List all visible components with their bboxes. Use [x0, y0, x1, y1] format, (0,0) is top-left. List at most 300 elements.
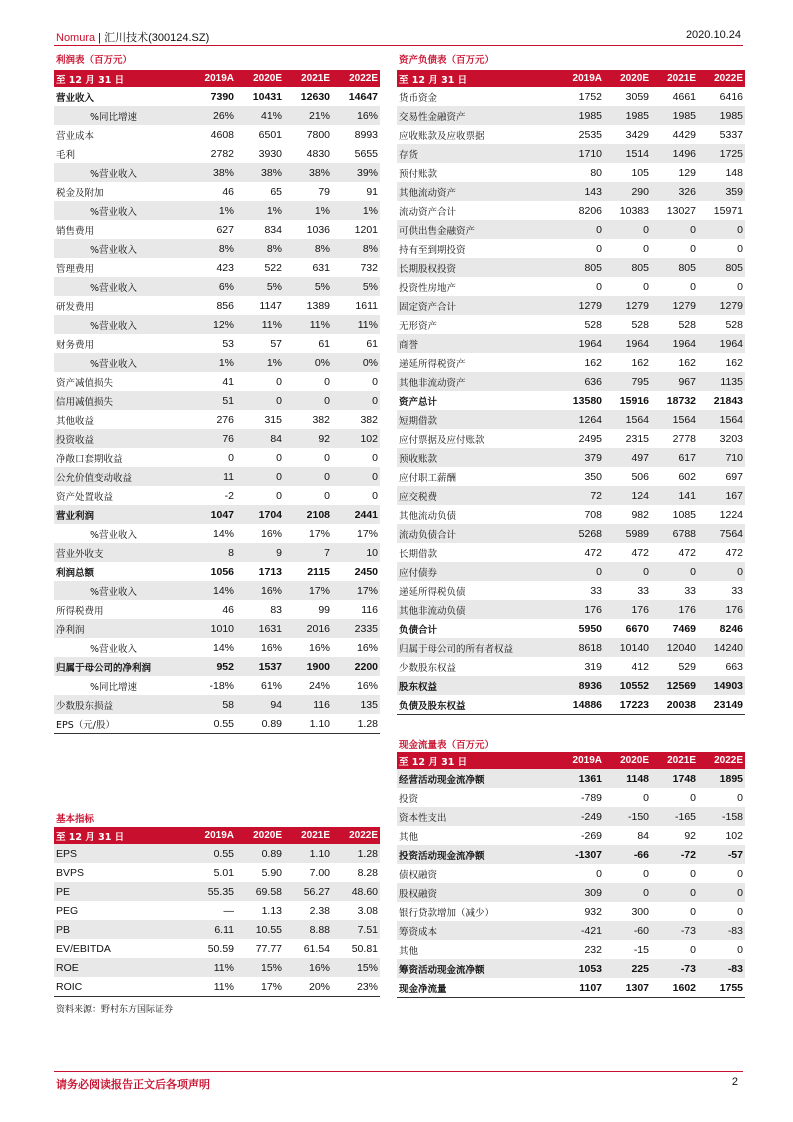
- value-cell: 20%: [284, 977, 332, 997]
- row-label: 流动负债合计: [397, 524, 557, 543]
- value-cell: 0: [236, 391, 284, 410]
- value-cell: 38%: [284, 163, 332, 182]
- value-cell: 13027: [666, 204, 696, 217]
- value-cell: 1%: [332, 201, 380, 220]
- value-cell: 0: [690, 242, 696, 255]
- row-label: 公允价值变动收益: [54, 467, 188, 486]
- value-cell: 4830: [306, 147, 330, 160]
- value-cell: 176: [698, 600, 745, 619]
- table-row: [54, 619, 380, 638]
- value-cell: 1201: [354, 223, 378, 236]
- value-cell: 290: [604, 182, 651, 201]
- value-cell: 617: [651, 448, 698, 467]
- table-row: [54, 467, 380, 486]
- row-label: ROIC: [54, 977, 188, 997]
- value-cell: 26%: [188, 106, 236, 125]
- value-cell: 1985: [604, 106, 651, 125]
- value-cell: 50.81: [351, 942, 378, 955]
- value-cell: 41: [222, 375, 234, 388]
- value-cell: 65: [270, 185, 282, 198]
- row-label: 交易性金融资产: [397, 106, 557, 125]
- value-cell: 0: [690, 867, 696, 880]
- value-cell: 232: [584, 943, 602, 956]
- value-cell: -2: [224, 489, 234, 502]
- value-cell: 1%: [188, 201, 236, 220]
- header-year-cell: 2021E: [651, 752, 698, 769]
- table-row: [54, 863, 380, 882]
- table-row: [397, 562, 745, 581]
- value-cell: 162: [631, 356, 649, 369]
- value-cell: -60: [604, 921, 651, 940]
- value-cell: 1964: [557, 334, 604, 353]
- value-cell: 0: [596, 242, 602, 255]
- table-row: [54, 657, 380, 676]
- table-row: [397, 883, 745, 902]
- value-cell: 1985: [698, 106, 745, 125]
- value-cell: 1514: [604, 144, 651, 163]
- table-row: [54, 182, 380, 201]
- row-label: %营业收入: [90, 529, 138, 541]
- value-cell: 1361: [557, 769, 604, 788]
- table-row: [397, 619, 745, 638]
- row-label: %营业收入: [54, 581, 188, 600]
- row-label: 递延所得税资产: [399, 358, 466, 370]
- value-cell: 0.55: [188, 844, 236, 863]
- table-row: [54, 958, 380, 977]
- value-cell: 0: [324, 489, 330, 502]
- value-cell: 1%: [284, 201, 332, 220]
- value-cell: -15: [633, 943, 649, 956]
- value-cell: 0: [557, 220, 604, 239]
- value-cell: 8%: [188, 239, 236, 258]
- value-cell: 0: [737, 905, 743, 918]
- value-cell: 12630: [300, 90, 330, 103]
- value-cell: 1985: [651, 106, 698, 125]
- value-cell: 10140: [604, 638, 651, 657]
- value-cell: 33: [637, 584, 649, 597]
- header-year-cell: 2022E: [698, 70, 745, 87]
- row-label: 应交税费: [397, 486, 557, 505]
- value-cell: 0: [698, 562, 745, 581]
- header-year-cell: 2022E: [332, 827, 380, 844]
- row-label: 投资性房地产: [399, 282, 457, 294]
- value-cell: 0: [651, 562, 698, 581]
- header-label-cell: 至 12 月 31 日: [54, 827, 188, 844]
- value-cell: 10383: [619, 204, 649, 217]
- table-row: [54, 581, 380, 600]
- value-cell: 1725: [698, 144, 745, 163]
- balance-sheet-title: 资产负债表（百万元）: [399, 55, 495, 66]
- row-label: 毛利: [56, 149, 76, 161]
- row-label: 信用减值损失: [54, 391, 188, 410]
- row-label: 其他: [399, 945, 419, 957]
- header-year-cell: 2020E: [236, 827, 284, 844]
- value-cell: -150: [604, 807, 651, 826]
- value-cell: 17223: [604, 695, 651, 715]
- value-cell: 1564: [651, 410, 698, 429]
- value-cell: 8%: [332, 239, 380, 258]
- header-year-cell: 2020E: [604, 70, 651, 87]
- value-cell: 8206: [578, 204, 602, 217]
- value-cell: 1964: [604, 334, 651, 353]
- row-label: 货币资金: [399, 92, 438, 104]
- value-cell: 2200: [332, 657, 380, 676]
- table-row: [54, 543, 380, 562]
- value-cell: 1307: [604, 978, 651, 998]
- value-cell: 80: [590, 166, 602, 179]
- row-label: 固定资产合计: [397, 296, 557, 315]
- value-cell: 0: [228, 451, 234, 464]
- value-cell: -158: [698, 807, 745, 826]
- value-cell: 72: [557, 486, 604, 505]
- value-cell: 10552: [604, 676, 651, 695]
- value-cell: 627: [216, 223, 234, 236]
- value-cell: 0: [604, 883, 651, 902]
- value-cell: 55.35: [188, 882, 236, 901]
- value-cell: 176: [604, 600, 651, 619]
- header-year-cell: 2022E: [698, 752, 745, 769]
- table-row: [54, 410, 380, 429]
- value-cell: 1135: [698, 372, 745, 391]
- value-cell: 56.27: [284, 882, 332, 901]
- value-cell: 33: [684, 584, 696, 597]
- value-cell: 2441: [332, 505, 380, 524]
- value-cell: 1900: [284, 657, 332, 676]
- table-row: [54, 125, 380, 144]
- table-row: [397, 353, 745, 372]
- value-cell: 4608: [210, 128, 234, 141]
- table-row: [397, 940, 745, 959]
- value-cell: 1713: [258, 565, 282, 578]
- value-cell: 129: [678, 166, 696, 179]
- row-label: 存货: [397, 144, 557, 163]
- table-row: [397, 543, 745, 562]
- value-cell: 6501: [258, 128, 282, 141]
- value-cell: 15916: [619, 394, 649, 407]
- value-cell: 16%: [260, 641, 282, 654]
- value-cell: 50.59: [207, 942, 234, 955]
- row-label: 其他流动资产: [397, 182, 557, 201]
- value-cell: 1611: [355, 299, 378, 312]
- value-cell: -57: [698, 845, 745, 864]
- row-label: 净敞口套期收益: [56, 453, 123, 465]
- table-row: [397, 807, 745, 826]
- table-row: [54, 429, 380, 448]
- table-row: [397, 769, 745, 788]
- row-label: 递延所得税负债: [399, 586, 466, 598]
- value-cell: 636: [557, 372, 604, 391]
- value-cell: 1602: [651, 978, 698, 998]
- header-year-cell: 2019A: [188, 70, 236, 87]
- value-cell: 1537: [236, 657, 284, 676]
- value-cell: 3930: [258, 147, 282, 160]
- value-cell: 1056: [210, 565, 234, 578]
- value-cell: 8246: [719, 622, 743, 635]
- value-cell: 1010: [188, 619, 236, 638]
- value-cell: 0: [557, 562, 604, 581]
- row-label: 可供出售金融资产: [397, 220, 557, 239]
- table-row: [54, 486, 380, 505]
- table-row: [54, 676, 380, 695]
- value-cell: 1.28: [332, 714, 380, 734]
- value-cell: 16%: [356, 641, 378, 654]
- table-row: [54, 239, 380, 258]
- row-label: PB: [54, 920, 188, 939]
- value-cell: 99: [318, 603, 330, 616]
- row-label: PE: [54, 882, 188, 901]
- value-cell: 21%: [284, 106, 332, 125]
- value-cell: 0: [737, 943, 743, 956]
- header-label-cell: 至 12 月 31 日: [54, 70, 188, 87]
- row-label: 归属于母公司的净利润: [54, 657, 188, 676]
- row-label: 流动资产合计: [399, 206, 457, 218]
- value-cell: 58: [188, 695, 236, 714]
- header-year-cell: 2020E: [236, 70, 284, 87]
- value-cell: 3.08: [357, 904, 378, 917]
- value-cell: 472: [725, 546, 743, 559]
- value-cell: 315: [264, 413, 282, 426]
- value-cell: 8: [188, 543, 236, 562]
- value-cell: -421: [557, 921, 604, 940]
- value-cell: 14903: [698, 676, 745, 695]
- value-cell: 143: [557, 182, 604, 201]
- value-cell: 0: [651, 220, 698, 239]
- table-row: [54, 714, 380, 734]
- value-cell: 1.28: [332, 844, 380, 863]
- value-cell: 7800: [306, 128, 330, 141]
- value-cell: 20038: [651, 695, 698, 715]
- table-row: [54, 315, 380, 334]
- row-label: 股东权益: [397, 676, 557, 695]
- value-cell: 8993: [354, 128, 378, 141]
- value-cell: 805: [604, 258, 651, 277]
- table-row: [54, 106, 380, 125]
- value-cell: 710: [698, 448, 745, 467]
- row-label: EPS（元/股）: [54, 714, 188, 734]
- table-row: [397, 429, 745, 448]
- row-label: 债权融资: [399, 869, 438, 881]
- row-label: 投资收益: [54, 429, 188, 448]
- value-cell: 1279: [557, 296, 604, 315]
- table-row: [397, 258, 745, 277]
- value-cell: 11%: [284, 315, 332, 334]
- value-cell: 5%: [236, 277, 284, 296]
- row-label: 少数股东权益: [399, 662, 457, 674]
- value-cell: 2108: [284, 505, 332, 524]
- value-cell: 5655: [354, 147, 378, 160]
- value-cell: 708: [584, 508, 602, 521]
- table-row: [397, 959, 745, 978]
- value-cell: 967: [651, 372, 698, 391]
- row-label: 负债合计: [399, 624, 438, 636]
- value-cell: 2315: [625, 432, 649, 445]
- row-label: 资产总计: [399, 396, 438, 408]
- row-label: 其他非流动负债: [397, 600, 557, 619]
- report-date: 2020.10.24: [685, 29, 741, 41]
- row-label: 筹资活动现金流净额: [397, 959, 557, 978]
- value-cell: 18732: [666, 394, 696, 407]
- value-cell: 0: [276, 451, 282, 464]
- table-row: [397, 296, 745, 315]
- value-cell: 5337: [719, 128, 743, 141]
- value-cell: 61: [366, 337, 378, 350]
- table-row: [397, 239, 745, 258]
- value-cell: 2335: [332, 619, 380, 638]
- table-header-row: [397, 752, 745, 769]
- value-cell: 69.58: [236, 882, 284, 901]
- value-cell: 1631: [236, 619, 284, 638]
- value-cell: 319: [584, 660, 602, 673]
- disclaimer-notice: 请务必阅读报告正文后各项声明: [56, 1078, 210, 1091]
- value-cell: 1.13: [261, 904, 282, 917]
- row-label: %营业收入: [54, 353, 188, 372]
- table-header-row: [54, 827, 380, 844]
- row-label: %营业收入: [54, 239, 188, 258]
- value-cell: 9: [236, 543, 284, 562]
- value-cell: 0: [284, 467, 332, 486]
- table-row: [397, 163, 745, 182]
- table-row: [397, 448, 745, 467]
- table-row: [54, 258, 380, 277]
- value-cell: 124: [604, 486, 651, 505]
- value-cell: 14647: [348, 90, 378, 103]
- value-cell: 5268: [557, 524, 604, 543]
- header-year-cell: 2021E: [651, 70, 698, 87]
- row-label: 筹资成本: [397, 921, 557, 940]
- value-cell: 24%: [308, 679, 330, 692]
- table-row: [397, 182, 745, 201]
- row-label: 长期借款: [399, 548, 438, 560]
- row-label: 无形资产: [399, 320, 438, 332]
- value-cell: 38%: [188, 163, 236, 182]
- value-cell: 12040: [651, 638, 698, 657]
- value-cell: 116: [361, 603, 378, 616]
- row-label: 管理费用: [56, 263, 95, 275]
- value-cell: 0: [284, 391, 332, 410]
- value-cell: 94: [236, 695, 284, 714]
- value-cell: 0: [276, 375, 282, 388]
- value-cell: 1047: [188, 505, 236, 524]
- value-cell: 0: [643, 242, 649, 255]
- value-cell: 14%: [212, 641, 234, 654]
- row-label: %营业收入: [54, 277, 188, 296]
- value-cell: 33: [731, 584, 743, 597]
- row-label: 研发费用: [56, 301, 95, 313]
- header-year-cell: 2022E: [332, 70, 380, 87]
- table-row: [54, 524, 380, 543]
- value-cell: 0: [690, 280, 696, 293]
- value-cell: 1147: [259, 299, 282, 312]
- table-row: [397, 467, 745, 486]
- table-row: [397, 201, 745, 220]
- table-row: [397, 315, 745, 334]
- table-row: [54, 844, 380, 863]
- value-cell: 1748: [651, 769, 698, 788]
- value-cell: 309: [557, 883, 604, 902]
- value-cell: 1%: [236, 201, 284, 220]
- table-row: [397, 676, 745, 695]
- page-number: 2: [731, 1076, 738, 1088]
- value-cell: -269: [580, 829, 602, 842]
- row-label: 利润总额: [56, 567, 95, 579]
- row-label: 投资活动现金流净额: [397, 845, 557, 864]
- row-label: 投资: [399, 793, 419, 805]
- value-cell: 1264: [557, 410, 604, 429]
- table-row: [54, 600, 380, 619]
- row-label: 持有至到期投资: [399, 244, 466, 256]
- table-row: [54, 391, 380, 410]
- value-cell: 14886: [557, 695, 604, 715]
- value-cell: 135: [332, 695, 380, 714]
- value-cell: 522: [264, 261, 282, 274]
- value-cell: -83: [698, 959, 745, 978]
- value-cell: 84: [236, 429, 284, 448]
- table-header-row: [54, 70, 380, 87]
- row-label: 其他流动负债: [399, 510, 457, 522]
- value-cell: 5.90: [261, 866, 282, 879]
- row-label: BVPS: [56, 866, 85, 879]
- value-cell: 61%: [260, 679, 282, 692]
- value-cell: 6670: [625, 622, 649, 635]
- value-cell: 528: [584, 318, 602, 331]
- value-cell: 11%: [188, 977, 236, 997]
- table-row: [397, 391, 745, 410]
- value-cell: 1895: [698, 769, 745, 788]
- value-cell: 17%: [236, 977, 284, 997]
- value-cell: 13580: [572, 394, 602, 407]
- row-label: 资产处置收益: [56, 491, 114, 503]
- value-cell: 176: [651, 600, 698, 619]
- value-cell: 23149: [698, 695, 745, 715]
- value-cell: 12569: [651, 676, 698, 695]
- row-label: ROE: [54, 958, 188, 977]
- value-cell: 33: [590, 584, 602, 597]
- row-label: 应收账款及应收票据: [399, 130, 485, 142]
- value-cell: 12%: [188, 315, 236, 334]
- value-cell: -72: [651, 845, 698, 864]
- table-row: [54, 220, 380, 239]
- value-cell: 14%: [188, 581, 236, 600]
- table-row: [397, 524, 745, 543]
- value-cell: 276: [216, 413, 234, 426]
- value-cell: 79: [318, 185, 330, 198]
- value-cell: 11%: [188, 958, 236, 977]
- value-cell: 0: [276, 489, 282, 502]
- basic-indicators-table: [54, 827, 380, 997]
- value-cell: 8.28: [357, 866, 378, 879]
- value-cell: 102: [332, 429, 380, 448]
- value-cell: 1036: [306, 223, 330, 236]
- value-cell: 5%: [284, 277, 332, 296]
- value-cell: -83: [698, 921, 745, 940]
- table-row: [54, 201, 380, 220]
- value-cell: 16%: [236, 581, 284, 600]
- table-row: [397, 864, 745, 883]
- row-label: 所得税费用: [56, 605, 104, 617]
- value-cell: 16%: [308, 641, 330, 654]
- value-cell: -249: [557, 807, 604, 826]
- value-cell: 0: [698, 883, 745, 902]
- value-cell: 4661: [672, 90, 696, 103]
- cashflow-statement-title: 现金流量表（百万元）: [399, 740, 495, 751]
- value-cell: 7.51: [332, 920, 380, 939]
- table-row: [397, 106, 745, 125]
- table-row: [397, 695, 745, 715]
- value-cell: 1985: [557, 106, 604, 125]
- value-cell: 0.55: [188, 714, 236, 734]
- value-cell: 141: [651, 486, 698, 505]
- table-row: [54, 448, 380, 467]
